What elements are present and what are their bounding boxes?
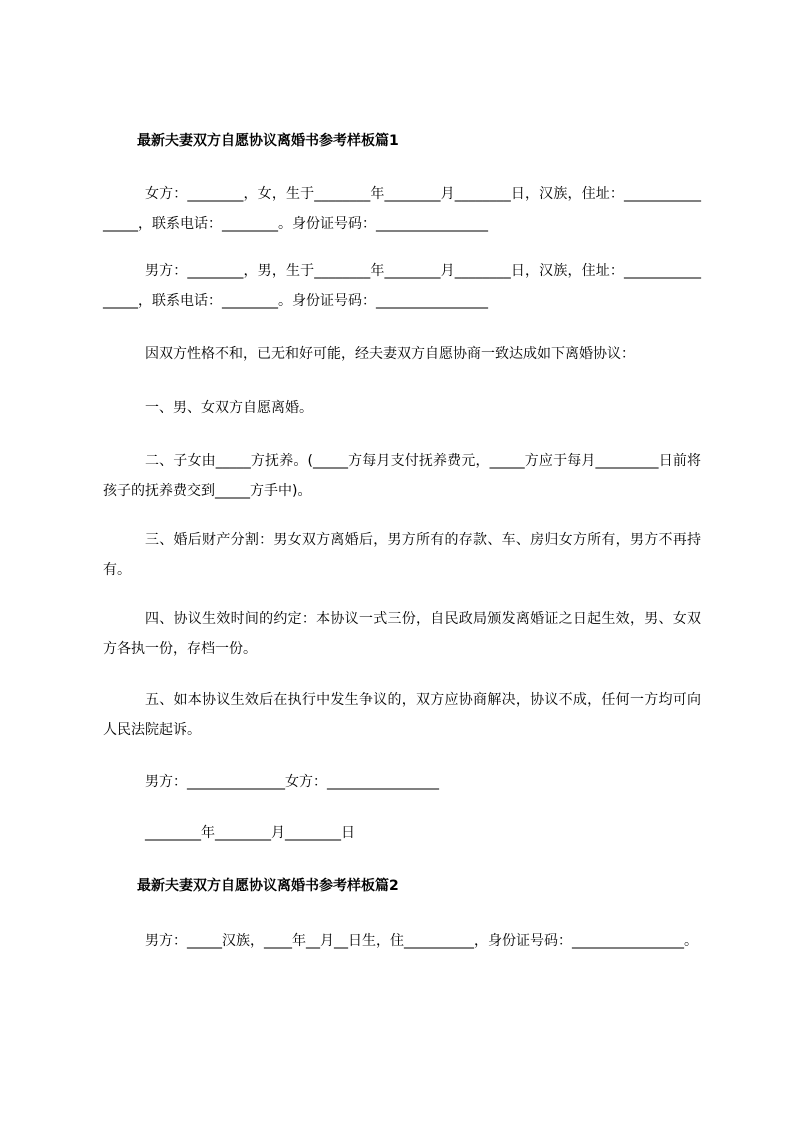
clause-1: 一、男、女双方自愿离婚。 — [145, 400, 313, 416]
section-2-male-party-info: 男方：_____汉族，____年__月__日生，住__________，身份证号码：________________。 — [145, 933, 698, 949]
clause-5-dispute-resolution: 五、如本协议生效后在执行中发生争议的，双方应协商解决，协议不成，任何一方均可向人民法院起诉。 — [103, 692, 701, 738]
clause-3-property-division: 三、婚后财产分割：男女双方离婚后，男方所有的存款、车、房归女方所有，男方不再持有。 — [103, 532, 701, 578]
male-party-info: 男方：________，男，生于________年________月________日，汉族，住址：________________，联系电话：________。身份证号码：________________ — [103, 263, 701, 309]
section-2-title: 最新夫妻双方自愿协议离婚书参考样板篇2 — [137, 878, 399, 894]
clause-4-effective-date: 四、协议生效时间的约定：本协议一式三份，自民政局颁发离婚证之日起生效，男、女双方各执一份，存档一份。 — [103, 611, 701, 657]
section-1-title: 最新夫妻双方自愿协议离婚书参考样板篇1 — [137, 133, 399, 149]
female-party-info: 女方：________，女，生于________年________月________日，汉族，住址：________________，联系电话：________。身份证号码：________________ — [103, 186, 701, 232]
clause-2-child-custody: 二、子女由_____方抚养。(_____方每月支付抚养费元，_____方应于每月_________日前将孩子的抚养费交到_____方手中)。 — [103, 453, 701, 499]
agreement-intro: 因双方性格不和，已无和好可能，经夫妻双方自愿协商一致达成如下离婚协议： — [145, 346, 635, 362]
signature-line: 男方：______________女方：________________ — [145, 774, 439, 790]
date-line: ________年________月________日 — [145, 825, 355, 841]
